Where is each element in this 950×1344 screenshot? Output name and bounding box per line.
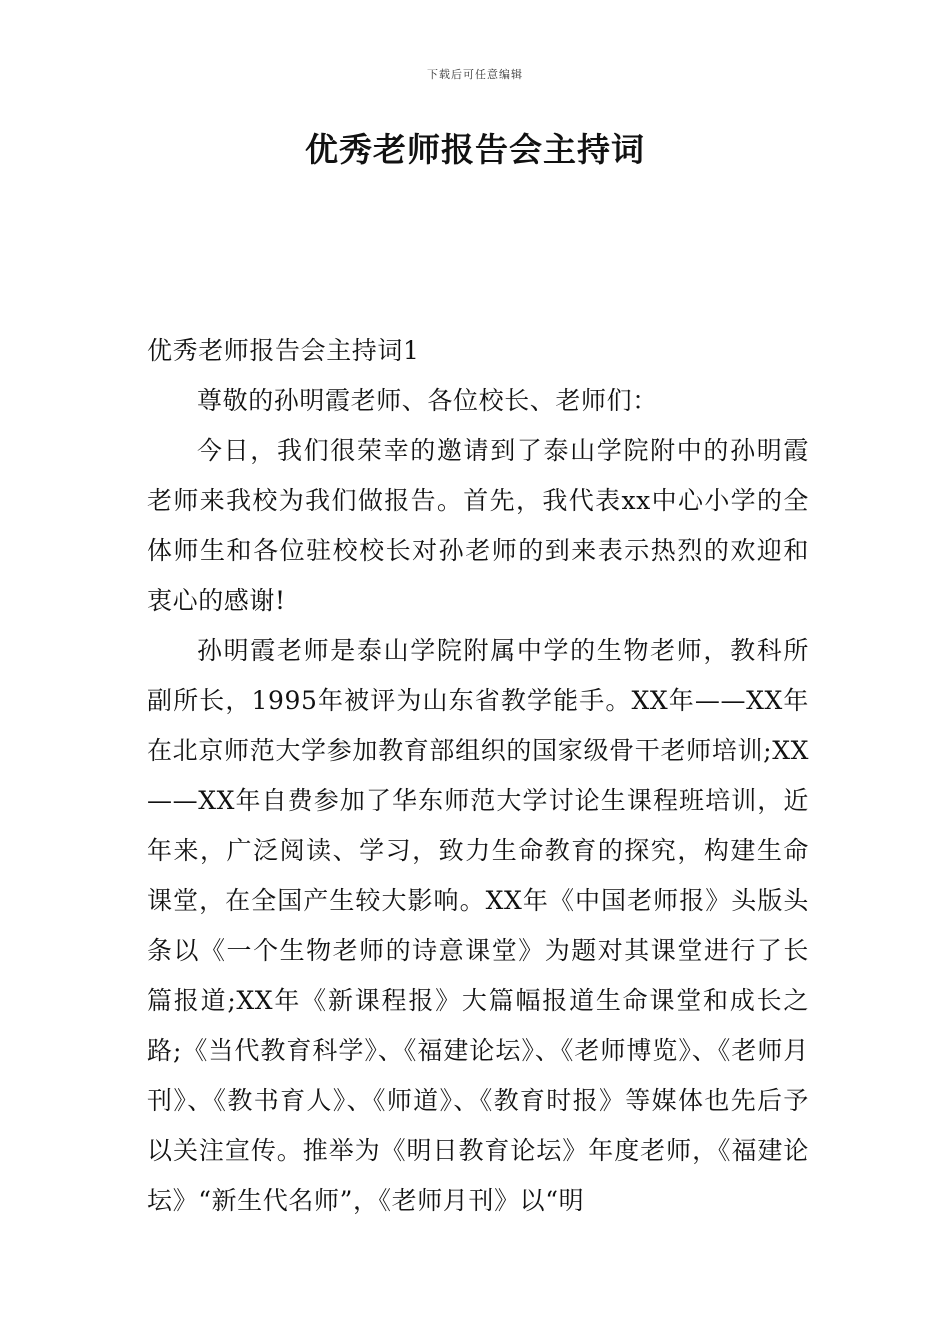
paragraph-salutation: 尊敬的孙明霞老师、各位校长、老师们： (197, 386, 658, 415)
document-body (147, 326, 809, 1226)
paragraph-introduction: 孙明霞老师是泰山学院附属中学的生物老师，教科所副所长，1995年被评为山东省教学能手。XX年——XX年在北京师范大学参加教育部组织的国家级骨干老师培训;XX——XX年自费参加了华东师范大学讨论生课程班培训，近年来，广泛阅读、学习，致力生命教育的探究，构建生命课堂，在全国产生较大影响。XX年《中国老师报》头版头条以《一个生物老师的诗意课堂》为题对其课堂进行了长篇报道;XX年《新课程报》大篇幅报道生命课堂和成长之路;《当代教育科学》、《福建论坛》、《老师博览》、《老师月刊》、《教书育人》、《师道》、《教育时报》等媒体也先后予以关注宣传。推举为《明日教育论坛》年度老师，《福建论坛》“新生代名师”，《老师月刊》以“明 (147, 636, 809, 1215)
paragraph-welcome: 今日，我们很荣幸的邀请到了泰山学院附中的孙明霞老师来我校为我们做报告。首先，我代表xx中心小学的全体师生和各位驻校校长对孙老师的到来表示热烈的欢迎和衷心的感谢! (147, 436, 809, 615)
section-heading: 优秀老师报告会主持词1 (147, 336, 420, 365)
header-note: 下载后可任意编辑 (427, 68, 523, 81)
document-title: 优秀老师报告会主持词 (305, 130, 645, 169)
